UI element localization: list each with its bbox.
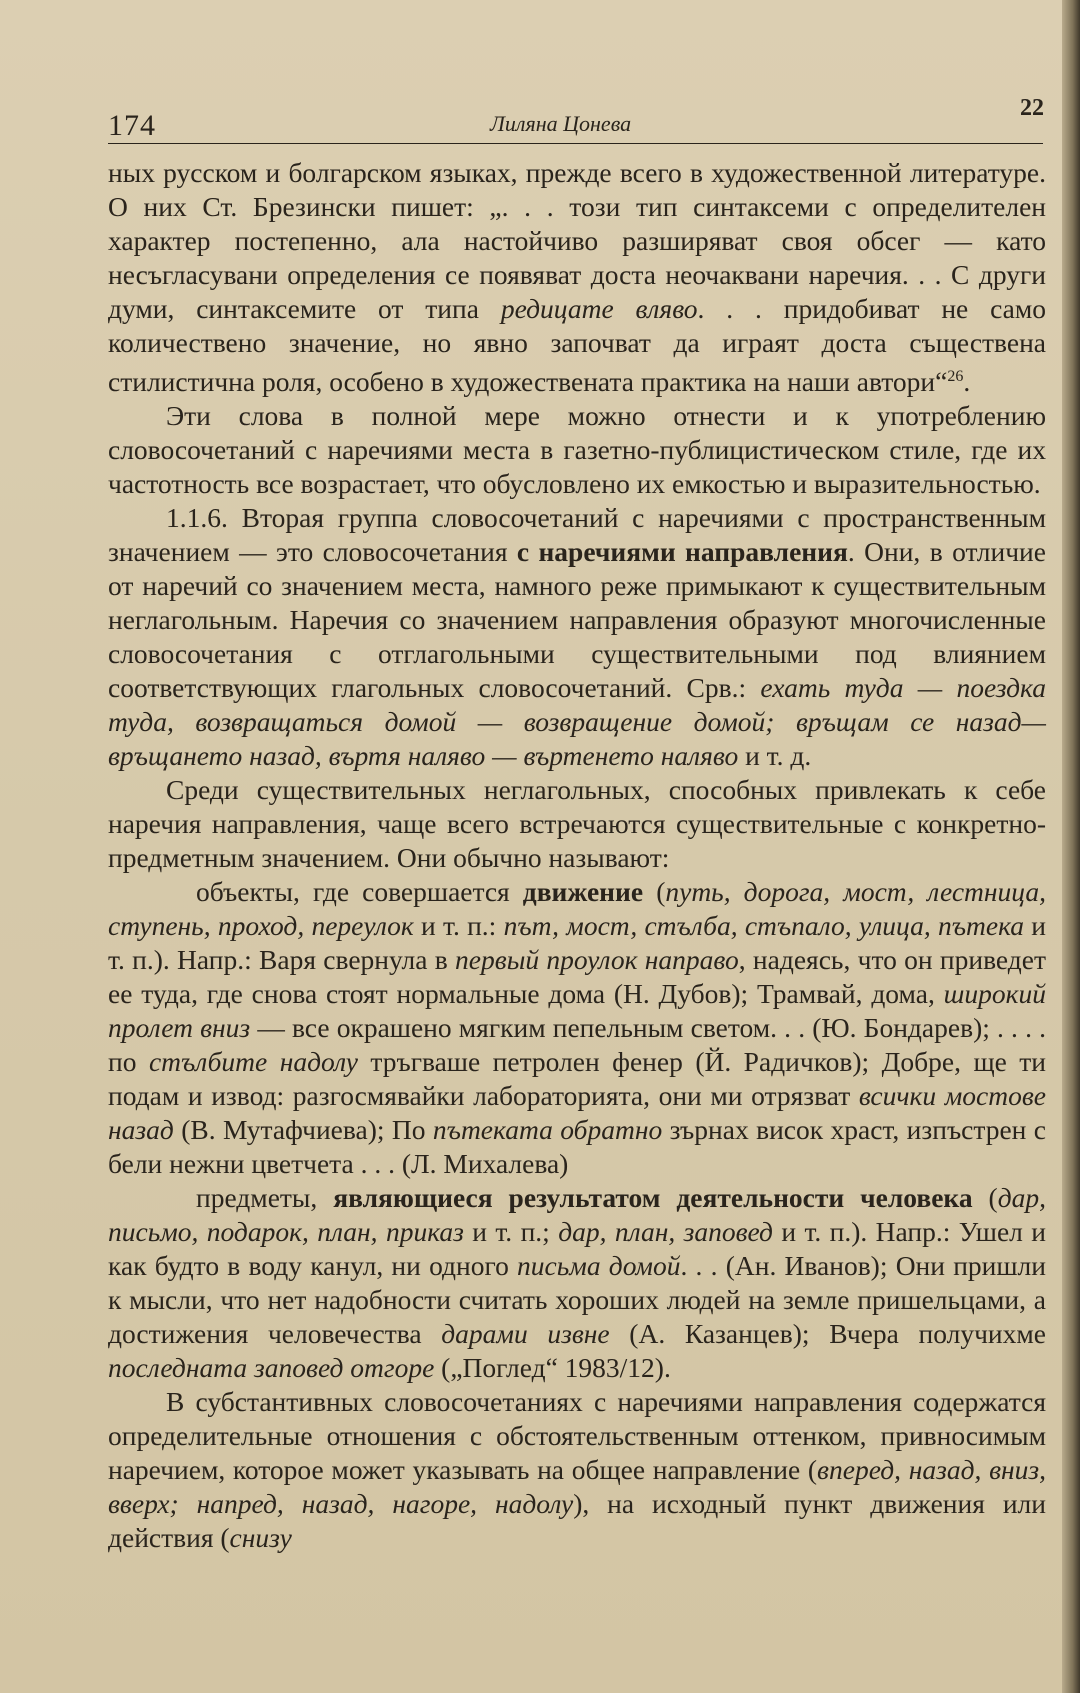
bold-text: с наречиями направления [516,536,848,568]
page-header [108,95,1048,145]
text: — все окрашено мягким пепельным светом. . . (Ю. Бондарев); . . . . по [108,1012,1046,1078]
text: В субстантивных словосочетаниях с наречиями направления содержатся определительные отношения с обстоятельственным оттенком, привносимым наречием, которое может указывать на общее направление ( [108,1386,1046,1486]
text: (В. Мутафчиева); По [173,1114,433,1146]
italic-text: первый проулок направо [455,944,739,976]
text: зърнах висок храст, изпъстрен с бели нежни цветчета . . . (Л. Михалева) [108,1114,1047,1180]
text: , надеясь, что он приведет ее туда, где снова стоят нормальные дома (Н. Дубов); Трамвай, дома, [108,944,1046,1010]
text: („Поглед“ 1983/12). [434,1352,671,1384]
text: объекты, где совершается [196,876,523,908]
italic-text: путь, дорога, мост, лестница, ступень, проход, переулок [108,876,1046,942]
text: тръгваше петролен фенер (Й. Радичков); Добре, ще ти подам и извод: разгосмявайки лабораторията, они ми отрязват [108,1046,1047,1112]
paragraph-7 [108,1385,1046,1555]
page-edge-shadow [1062,0,1080,1693]
text: . . . придобиват не само количествено значение, но явно започват да играят доста съществена стилистична роля, особено в художествената практика на наши автори“ [108,293,1047,398]
paragraph-2: Эти слова в полной мере можно отнести и к употреблению словосочетаний с наречиями места в газетно-публицистическом стиле, где их частотность все возрастает, что обусловлено их емкостью и выразительностью. [108,400,1046,500]
text: предметы, [196,1182,334,1214]
text: и т. д. [738,740,812,772]
paragraph-1 [108,156,1046,399]
bold-text: движение [522,876,644,908]
text: ( [643,876,666,908]
section-number: 1.1.6. [166,502,228,534]
header-rule [108,143,1043,144]
italic-text: редицате вляво [500,293,698,324]
text: Вторая группа словосочетаний с наречиями с пространственным значением — это словосочетания [108,502,1046,568]
italic-text: письма домой [517,1250,681,1282]
bold-text: являющиеся результатом деятельности человека [333,1182,973,1214]
text: (А. Казанцев); Вчера получихме [609,1318,1046,1350]
italic-text: дарами извне [441,1318,610,1350]
italic-text: пътеката обратно [432,1114,663,1146]
running-head: Лиляна Цонева [490,111,632,136]
text: ), на исходный пункт движения или действия ( [108,1488,1046,1554]
sheet-mark: 22 [1020,95,1044,121]
text: . Они, в отличие от наречий со значением места, намного реже примыкают к существительным неглагольным. Наречия со значением направления образуют многочисленные словосочетания с отглагольными существительными под влиянием соответствующих глагольных словосочетаний. Срв.: [108,536,1046,704]
footnote-ref: 26 [947,368,964,385]
paragraph-6 [108,1181,1046,1385]
text: . [963,366,971,398]
italic-text: последната заповед отгоре [108,1352,435,1384]
italic-text: ехать туда — поездка туда, возвращаться домой — возвращение домой; връщам се назад—връщането назад, въртя наляво — въртенето наляво [108,672,1046,772]
text: ( [972,1182,998,1214]
text: . . . (Ан. Иванов); Они пришли к мысли, что нет надобности считать хороших людей на земле пришельцами, а достижения человечества [108,1250,1046,1350]
body-text [108,156,1046,1555]
text: и т. п.; [463,1216,559,1248]
text: ных русском и болгарском языках, прежде всего в художественной литературе. О них Ст. Брезински пишет: „. . . този тип синтаксеми с определителен характер постепенно, ала настойчиво разширяват своя обсег — като несъгласувани определения се появяват доста неочаквани наречия. . . С други думи, синтаксемите от типа [108,157,1046,324]
italic-text: дар, план, заповед [558,1216,773,1248]
paragraph-4: Среди существительных неглагольных, способных привлекать к себе наречия направления, чаще всего встречаются существительные с конкретно-предметным значением. Они обычно называют: [108,774,1046,874]
italic-text: път, мост, стълба, стъпало, улица, пътека [503,910,1025,942]
paragraph-5 [108,875,1046,1181]
text: и т. п.). Напр.: Варя свернула в [108,910,1047,976]
italic-text: вперед, назад, вниз, вверх; напред, назад, нагоре, надолу [108,1454,1046,1520]
italic-text: снизу [229,1522,292,1554]
italic-text: стълбите надолу [148,1046,358,1078]
text: и т. п.). Напр.: Ушел и как будто в воду канул, ни одного [108,1216,1047,1282]
text: и т. п.: [413,910,504,942]
page-number: 174 [108,109,156,142]
italic-text: дар, письмо, подарок, план, приказ [108,1182,1046,1248]
italic-text: широкий пролет вниз [108,978,1046,1044]
paragraph-3 [108,501,1046,773]
italic-text: всички мостове назад [108,1080,1046,1146]
